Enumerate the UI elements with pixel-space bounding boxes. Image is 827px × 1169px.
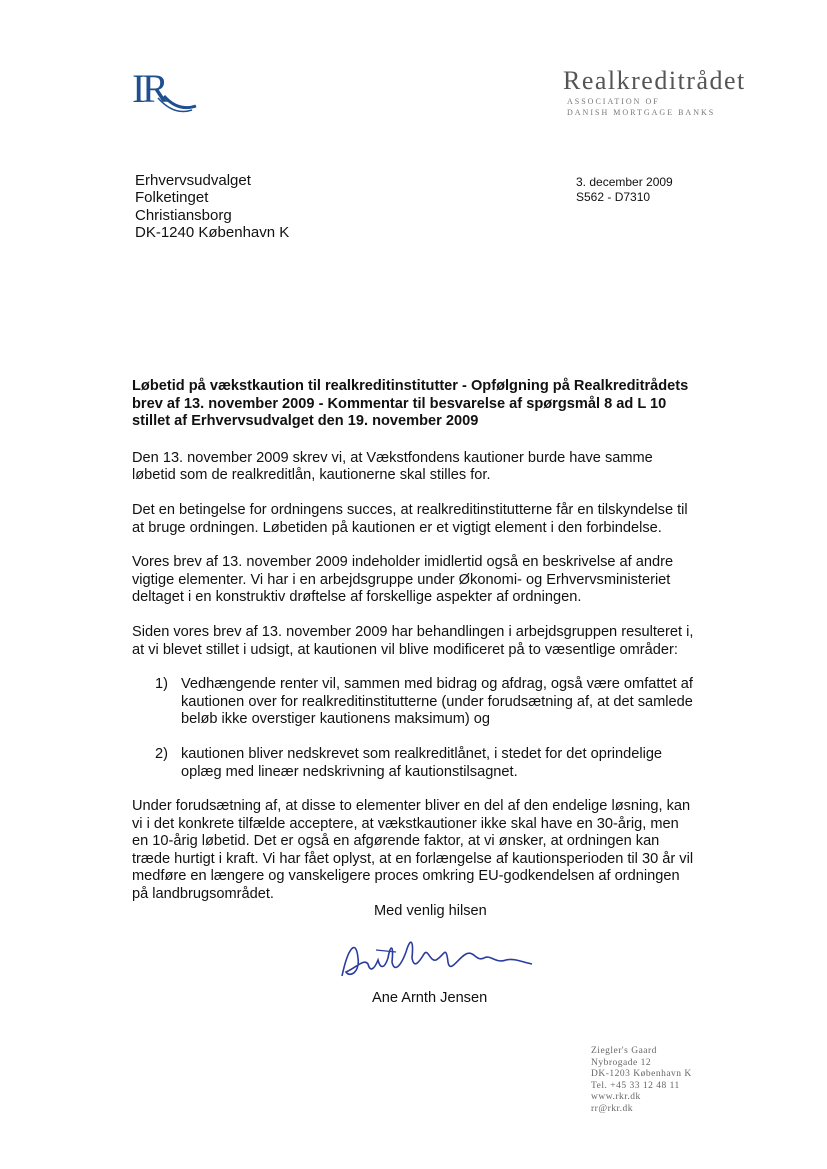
address-line: Nybrogade 12 (591, 1057, 652, 1068)
letterhead (563, 66, 783, 118)
svg-text:R: R (142, 66, 169, 111)
list-item (132, 746, 698, 781)
recipient-line: Erhvervsudvalget (135, 172, 251, 189)
paragraph: Vores brev af 13. november 2009 indeholder imidlertid også en beskrivelse af andre vigtige elementer. Vi har i en arbejdsgruppe under Økonomi- og Erhvervsministeriet deltaget i en konstruktiv drøftelse af forskellige aspekter af ordningen. (132, 554, 674, 606)
letter-date: 3. december 2009 (576, 175, 673, 189)
list-item-number: 2) (155, 745, 168, 762)
paragraph: Det en betingelse for ordningens succes, at realkreditinstitutterne får en tilskyndelse til at bruge ordningen. Løbetiden på kautionen er et vigtigt element i den forbindelse. (132, 501, 688, 536)
paragraph: Siden vores brev af 13. november 2009 har behandlingen i arbejdsgruppen resulteret i, at vi blevet stillet i udsigt, at kautionen vil blive modificeret på to væsentlige områder: (132, 623, 694, 658)
organization-tagline-1: ASSOCIATION OF (567, 97, 660, 106)
recipient-line: Folketinget (135, 189, 209, 207)
list-item (132, 676, 698, 729)
recipient-line: Christiansborg (135, 206, 232, 224)
recipient-line: DK-1240 København K (135, 223, 290, 241)
address-line: Ziegler's Gaard (591, 1046, 657, 1056)
organization-tagline-2: DANISH MORTGAGE BANKS (567, 108, 716, 117)
signer-name: Ane Arnth Jensen (372, 990, 488, 1006)
list-item-text: Vedhængende renter vil, sammen med bidrag og afdrag, også være omfattet af kautionen over for realkreditinstitutterne (under forudsætning af, at det samlede beløb ikke overstiger kautionens maksimum) og (181, 676, 693, 728)
paragraph: Den 13. november 2009 skrev vi, at Vækstfondens kautioner burde have samme løbetid som de realkreditlån, kautionerne skal stilles for. (132, 449, 653, 484)
letter-subject: Løbetid på vækstkaution til realkreditinstitutter - Opfølgning på Realkreditrådets brev af 13. november 2009 - Kommentar til besvarelse af spørgsmål 8 ad L 10 stillet af Erhvervsudvalget den 19. november 2009 (132, 378, 689, 430)
address-line: Tel. +45 33 12 48 11 (591, 1080, 680, 1091)
svg-text:I: I (132, 66, 146, 111)
realkreditraadet-logo (130, 66, 200, 116)
recipient-address (135, 172, 289, 241)
list-item-number: 1) (155, 676, 168, 693)
footer-address (591, 1046, 692, 1116)
closing: Med venlig hilsen (374, 903, 487, 919)
letter-reference: S562 - D7310 (576, 189, 651, 204)
list-item-text: kautionen bliver nedskrevet som realkreditlånet, i stedet for det oprindelige oplæg med lineær nedskrivning af kautionstilsagnet. (181, 745, 663, 780)
letter-meta (576, 175, 673, 204)
email-link[interactable]: rr@rkr.dk (591, 1103, 634, 1114)
handwritten-signature (336, 928, 536, 986)
website-link[interactable]: www.rkr.dk (591, 1092, 641, 1103)
paragraph: Under forudsætning af, at disse to elementer bliver en del af den endelige løsning, kan vi i det konkrete tilfælde acceptere, at vækstkautioner ikke skal have en 30-årig, men en 10-årig løbetid. Det er også en afgørende faktor, at vi ønsker, at ordningen kan træde hurtigt i kraft. Vi har fået oplyst, at en forlængelse af kautionsperioden til 30 år vil medføre en længere og vanskeligere proces omkring EU-godkendelsen af ordningen på landbrugsområdet. (132, 798, 694, 903)
organization-name: Realkreditrådet (563, 66, 746, 95)
address-line: DK-1203 København K (591, 1069, 692, 1080)
letter-body (132, 378, 698, 921)
